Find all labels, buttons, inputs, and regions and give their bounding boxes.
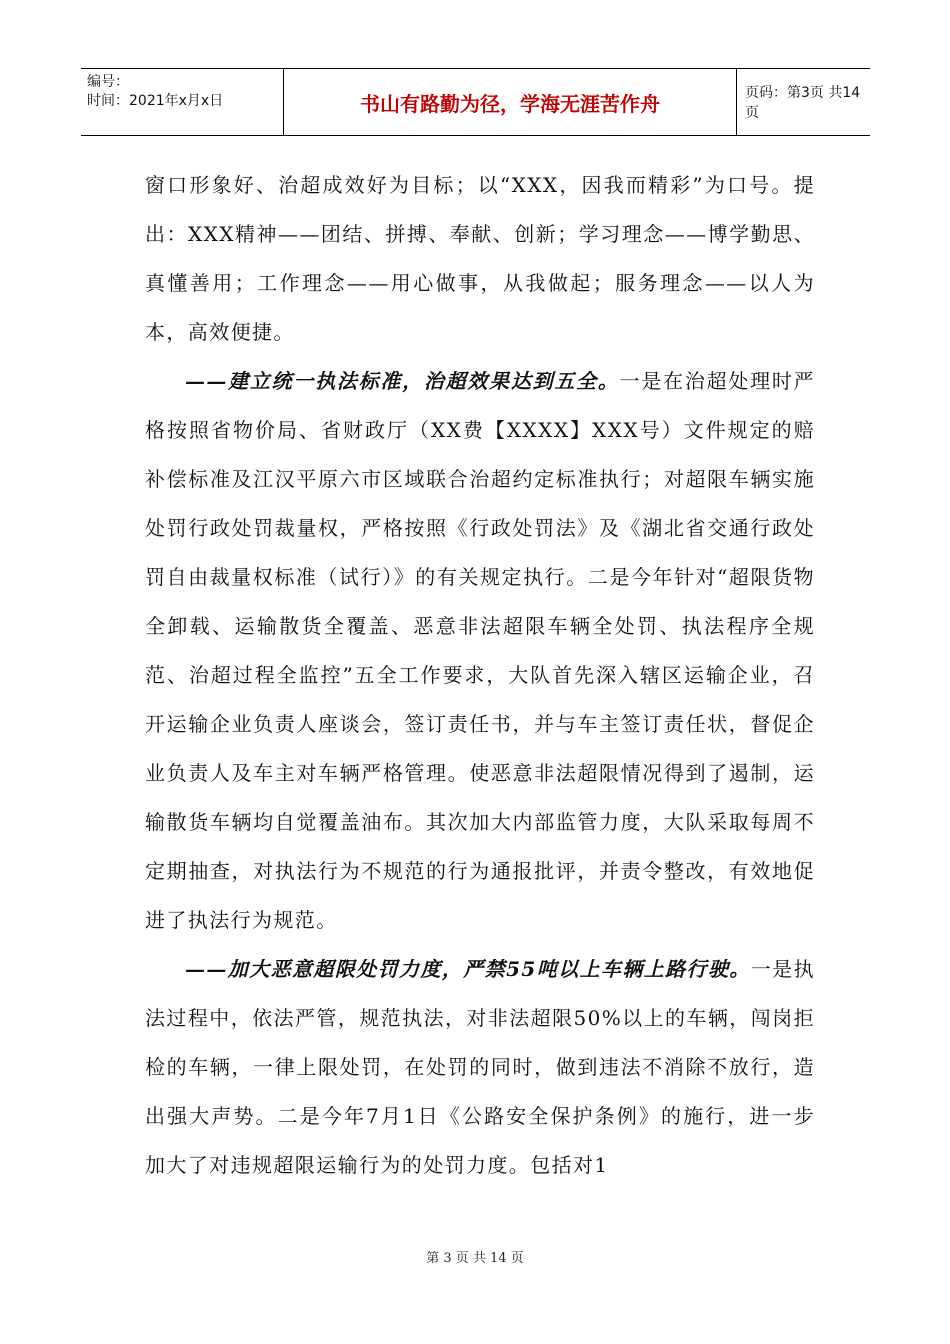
paragraph-3 [145, 945, 815, 1190]
paragraph-2-heading: ——建立统一执法标准，治超效果达到五全。 [185, 369, 620, 393]
page-header [81, 68, 870, 136]
paragraph-3-text: 一是执法过程中，依法严管，规范执法，对非法超限50%以上的车辆，闯岗拒检的车辆，一律上限处罚，在处罚的同时，做到违法不消除不放行，造出强大声势。二是今年7月1日《公路安全保护条例》的施行，进一步加大了对违规超限运输行为的处罚力度。包括对1 [145, 957, 815, 1177]
header-motto: 书山有路勤为径，学海无涯苦作舟 [283, 69, 737, 135]
paragraph-1: 窗口形象好、治超成效好为目标；以“XXX，因我而精彩”为口号。提出：XXX精神——团结、拼搏、奉献、创新；学习理念——博学勤思、真懂善用；工作理念——用心做事，从我做起；服务理念——以人为本，高效便捷。 [145, 173, 815, 344]
paragraph-3-heading: ——加大恶意超限处罚力度，严禁55吨以上车辆上路行驶。 [185, 957, 751, 981]
paragraph-2 [145, 357, 815, 945]
header-page-label: 页码：第3页 共14页 [745, 85, 861, 121]
header-meta [81, 69, 283, 135]
paragraph-2-text: 一是在治超处理时严格按照省物价局、省财政厅（XX费【XXXX】XXX号）文件规定的赔补偿标准及江汉平原六市区域联合治超约定标准执行；对超限车辆实施处罚行政处罚裁量权，严格按照《行政处罚法》及《湖北省交通行政处罚自由裁量权标准（试行）》的有关规定执行。二是今年针对“超限货物全卸载、运输散货全覆盖、恶意非法超限车辆全处罚、执法程序全规范、治超过程全监控”五全工作要求，大队首先深入辖区运输企业，召开运输企业负责人座谈会，签订责任书，并与车主签订责任状，督促企业负责人及车主对车辆严格管理。使恶意非法超限情况得到了遏制，运输散货车辆均自觉覆盖油布。其次加大内部监管力度，大队采取每周不定期抽查，对执法行为不规范的行为通报批评，并责令整改，有效地促进了执法行为规范。 [145, 369, 815, 932]
number-label: 编号： [87, 74, 129, 90]
document-body [145, 161, 815, 1190]
date-label: 时间：2021年x月x日 [87, 93, 224, 109]
page-footer: 第 3 页 共 14 页 [426, 1251, 524, 1266]
